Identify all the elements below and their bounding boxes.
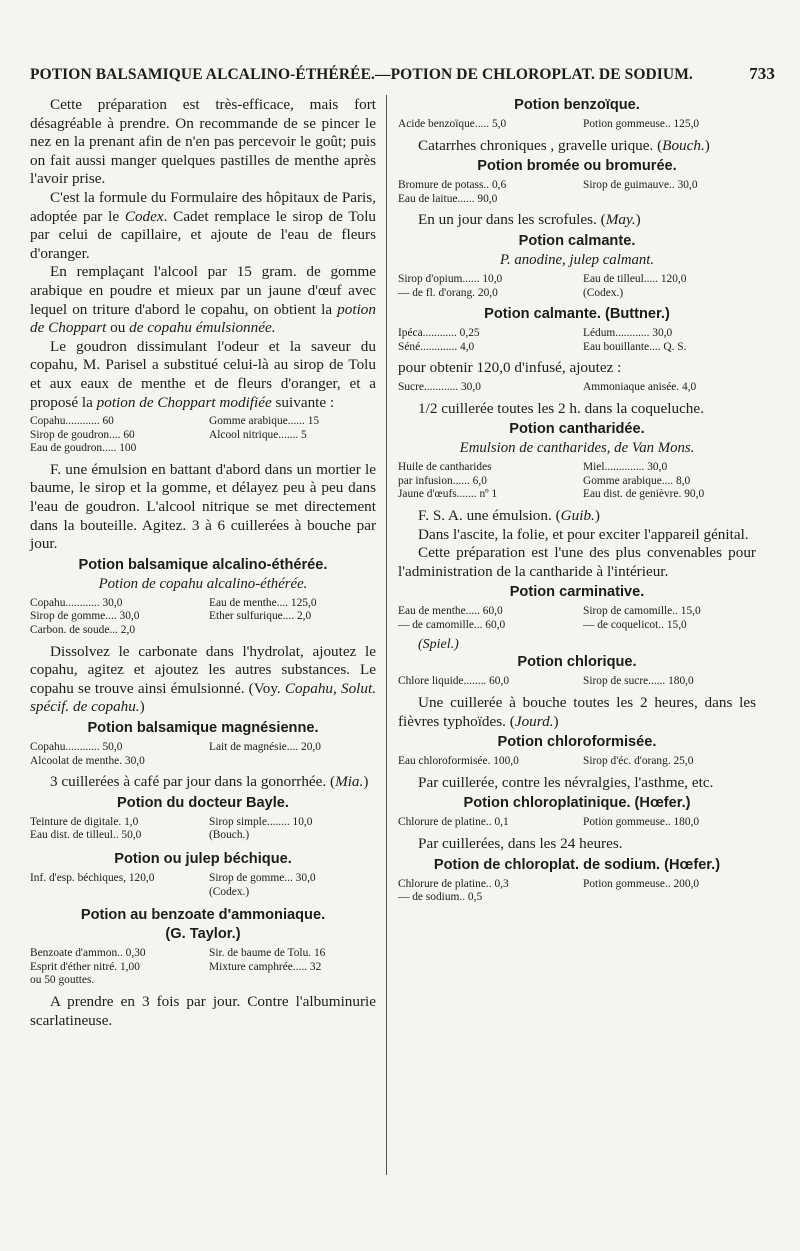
running-title: POTION BALSAMIQUE ALCALINO-ÉTHÉRÉE.—POTION DE CHLOROPLAT. DE SODIUM. (30, 66, 693, 83)
paragraph: Dissolvez le carbonate dans l'hydrolat, ajoutez le copahu, agitez et ajoutez les autres substances. Le copahu se trouve ainsi émulsionné. (Voy. Copahu, Solut. spécif. de copahu.) (30, 642, 376, 716)
ingredient-right: Sirop de sucre...... 180,0 (583, 675, 694, 688)
ingredient-left: Ipéca............ 0,25 (398, 327, 480, 340)
recipe-row (30, 974, 376, 988)
recipe-row (398, 605, 756, 619)
recipe-row (398, 273, 756, 287)
ingredient-left: Séné............. 4,0 (398, 340, 475, 353)
paragraph: En remplaçant l'alcool par 15 gram. de gomme arabique en poudre et mieux par un jaune d'œuf avec lequel on triture d'abord le copahu, on obtient la potion de Choppart ou de copahu émulsionnée. (30, 263, 376, 337)
recipe-subtitle: Potion de copahu alcalino-éthérée. (98, 575, 308, 592)
ingredient-left: ou 50 gouttes. (30, 974, 95, 987)
recipe-table (398, 816, 756, 830)
right-column (398, 96, 756, 910)
ingredient-left: Sucre............ 30,0 (398, 380, 481, 393)
paragraph: C'est la formule du Formulaire des hôpitaux de Paris, adoptée par le Codex. Cadet remplace le sirop de Tolu par celui de capillaire, et ajoute de l'eau de fleurs d'oranger. (30, 188, 377, 262)
ingredient-left: Jaune d'œufs....... nº 1 (398, 488, 498, 501)
paragraph: F. une émulsion en battant d'abord dans un mortier le baume, le sirop et la gomme, et délayez peu à peu dans l'eau de goudron. L'alcool nitrique se met directement dans la bouteille. Agitez. 3 à 6 cuillerées à bouche par jour. (30, 460, 376, 553)
ingredient-right: — de coquelicot.. 15,0 (583, 618, 687, 631)
recipe-row (398, 475, 756, 489)
ingredient-right: Eau de tilleul..... 120,0 (583, 272, 687, 285)
recipe-table (398, 381, 756, 395)
ingredient-right (577, 193, 756, 207)
ingredient-right: Potion gommeuse.. 200,0 (583, 877, 700, 890)
paragraph: Catarrhes chroniques , gravelle urique. (Bouch.) (418, 136, 710, 154)
recipe-table (398, 327, 756, 354)
recipe-table (30, 597, 376, 638)
ingredient-left: Huile de cantharides (398, 461, 492, 474)
paragraph: Cette préparation est très-efficace, mais fort désagréable à prendre. On recommande de se pincer le nez en la prenant afin de n'en pas percevoir le goût; puis on fait aussi manger quelques pastilles de menthe après l'avoir prise. (30, 96, 376, 188)
ingredient-left: Sirop d'opium...... 10,0 (398, 272, 503, 285)
recipe-row (398, 341, 756, 355)
recipe-row (398, 891, 756, 905)
recipe-heading: Potion au benzoate d'ammoniaque. (80, 907, 326, 924)
recipe-table (30, 816, 376, 843)
recipe-heading: Potion calmante. (518, 232, 636, 249)
paragraph: Le goudron dissimulant l'odeur et la saveur du copahu, M. Parisel a substitué celui-là au sirop de Tolu et aux eaux de menthe et de fleurs d'oranger, et a proposé la potion de Choppart modifiée suivante : (30, 337, 376, 411)
ingredient-left: Acide benzoïque..... 5,0 (398, 118, 507, 130)
ingredient-left: Chlorure de platine.. 0,1 (398, 816, 509, 829)
recipe-row (30, 429, 376, 443)
paragraph: Une cuillerée à bouche toutes les 2 heures, dans les fièvres typhoïdes. (Jourd.) (398, 694, 756, 730)
column-divider (386, 95, 387, 1175)
recipe-row (30, 741, 376, 755)
recipe-row (30, 415, 376, 429)
recipe-row (398, 461, 756, 475)
recipe-table (398, 675, 756, 689)
ingredient-right: Sirop de guimauve.. 30,0 (583, 179, 698, 192)
paragraph: F. S. A. une émulsion. (Guib.) (418, 506, 600, 524)
ingredient-right: Sirop de camomille.. 15,0 (583, 605, 701, 618)
recipe-table (30, 741, 376, 768)
ingredient-left: Eau de goudron..... 100 (30, 442, 137, 455)
paragraph: Par cuillerée, contre les névralgies, l'asthme, etc. (418, 773, 714, 791)
recipe-table (30, 947, 376, 988)
recipe-heading: Potion chloroplatinique. (Hœfer.) (463, 795, 691, 812)
recipe-row (398, 755, 756, 769)
ingredient-right: Eau de menthe.... 125,0 (209, 596, 317, 609)
recipe-row (398, 816, 756, 830)
ingredient-right: (Codex.) (209, 885, 250, 898)
recipe-row (30, 947, 376, 961)
ingredient-left: — de camomille... 60,0 (398, 618, 506, 631)
paragraph: 3 cuillerées à café par jour dans la gonorrhée. (Mia.) (50, 773, 369, 791)
recipe-attribution: (Spiel.) (418, 637, 459, 653)
ingredient-right: Mixture camphrée..... 32 (209, 960, 322, 973)
ingredient-right (203, 624, 376, 638)
ingredient-left: Bromure de potass.. 0,6 (398, 179, 507, 192)
ingredient-left: Eau de laitue...... 90,0 (398, 192, 498, 205)
ingredient-right: Sirop simple........ 10,0 (209, 815, 313, 828)
ingredient-left (30, 886, 203, 900)
ingredient-left: Alcoolat de menthe. 30,0 (30, 754, 145, 767)
recipe-table (398, 605, 756, 632)
ingredient-left: Copahu............ 60 (30, 415, 114, 428)
recipe-table (398, 273, 756, 300)
ingredient-right: Sirop d'éc. d'orang. 25,0 (583, 755, 694, 768)
ingredient-left: Copahu............ 30,0 (30, 596, 123, 609)
ingredient-left: — de sodium.. 0,5 (398, 891, 483, 904)
ingredient-right: Eau dist. de genièvre. 90,0 (583, 488, 705, 501)
recipe-subtitle: Emulsion de cantharides, de Van Mons. (459, 440, 695, 457)
ingredient-right: Ether sulfurique.... 2,0 (209, 610, 312, 623)
ingredient-left: Inf. d'esp. béchiques, 120,0 (30, 871, 155, 884)
recipe-row (398, 878, 756, 892)
ingredient-right: Potion gommeuse.. 180,0 (583, 816, 700, 829)
recipe-table (398, 878, 756, 905)
ingredient-right: Miel.............. 30,0 (583, 461, 668, 474)
ingredient-right: Eau bouillante.... Q. S. (583, 340, 687, 353)
recipe-row (398, 488, 756, 502)
recipe-row (30, 961, 376, 975)
recipe-heading: Potion de chloroplat. de sodium. (Hœfer.) (433, 856, 721, 873)
recipe-heading: Potion ou julep béchique. (114, 850, 292, 867)
recipe-row (398, 619, 756, 633)
ingredient-left: Sirop de goudron.... 60 (30, 428, 135, 441)
recipe-heading: Potion calmante. (Buttner.) (484, 306, 670, 323)
ingredient-right: Alcool nitrique....... 5 (209, 428, 307, 441)
recipe-table (398, 179, 756, 206)
recipe-row (398, 179, 756, 193)
ingredient-left: Eau chloroformisée. 100,0 (398, 755, 519, 768)
recipe-heading: Potion balsamique magnésienne. (87, 720, 319, 736)
recipe-heading: Potion chlorique. (517, 654, 637, 671)
recipe-row (30, 816, 376, 830)
ingredient-right: Potion gommeuse.. 125,0 (583, 118, 700, 130)
recipe-heading: Potion cantharidée. (509, 421, 645, 438)
recipe-table (398, 461, 756, 502)
paragraph: A prendre en 3 fois par jour. Contre l'albuminurie scarlatineuse. (30, 992, 376, 1029)
ingredient-left: Teinture de digitale. 1,0 (30, 815, 139, 828)
ingredient-left: Carbon. de soude... 2,0 (30, 624, 136, 637)
ingredient-right: Gomme arabique.... 8,0 (583, 474, 691, 487)
ingredient-right: Ammoniaque anisée. 4,0 (583, 380, 697, 393)
paragraph: pour obtenir 120,0 d'infusé, ajoutez : (398, 359, 622, 377)
recipe-table (30, 872, 376, 899)
recipe-row (30, 755, 376, 769)
recipe-row (30, 610, 376, 624)
ingredient-left: Esprit d'éther nitré. 1,00 (30, 960, 140, 973)
recipe-table (398, 118, 756, 132)
ingredient-right: Sirop de gomme... 30,0 (209, 871, 316, 884)
recipe-row (398, 381, 756, 395)
recipe-row (30, 442, 376, 456)
ingredient-left: Eau de menthe..... 60,0 (398, 605, 503, 618)
paragraph: Cette préparation est l'une des plus convenables pour l'administration de la cantharide à l'intérieur. (398, 544, 756, 580)
ingredient-right (203, 974, 376, 988)
left-column (30, 96, 376, 1030)
recipe-author: (G. Taylor.) (165, 926, 241, 943)
paragraph: Par cuillerées, dans les 24 heures. (418, 835, 623, 853)
recipe-table (30, 415, 376, 456)
recipe-row (30, 624, 376, 638)
recipe-heading: Potion bromée ou bromurée. (477, 158, 677, 175)
recipe-heading: Potion balsamique alcalino-éthérée. (78, 556, 328, 573)
ingredient-left: par infusion...... 6,0 (398, 474, 487, 487)
ingredient-left: Chlorure de platine.. 0,3 (398, 877, 509, 890)
ingredient-left: — de fl. d'orang. 20,0 (398, 286, 498, 299)
ingredient-right: Lait de magnésie.... 20,0 (209, 741, 321, 753)
ingredient-left: Benzoate d'ammon.. 0,30 (30, 947, 146, 960)
recipe-heading: Potion chloroformisée. (497, 734, 657, 751)
paragraph: En un jour dans les scrofules. (May.) (418, 211, 641, 229)
ingredient-left: Sirop de gomme.... 30,0 (30, 610, 140, 623)
ingredient-right: Lédum............ 30,0 (583, 327, 673, 340)
recipe-subtitle: P. anodine, julep calmant. (499, 251, 655, 268)
recipe-row (398, 193, 756, 207)
ingredient-right: (Bouch.) (209, 829, 250, 842)
ingredient-right: Gomme arabique...... 15 (209, 415, 320, 428)
recipe-row (398, 118, 756, 132)
recipe-row (398, 675, 756, 689)
page-number: 733 (749, 64, 775, 83)
recipe-row (30, 872, 376, 886)
recipe-heading: Potion benzoïque. (514, 97, 640, 113)
recipe-row (30, 597, 376, 611)
ingredient-left: Eau dist. de tilleul.. 50,0 (30, 829, 142, 842)
recipe-row (30, 829, 376, 843)
ingredient-left: Chlore liquide........ 60,0 (398, 675, 510, 688)
paragraph: 1/2 cuillerée toutes les 2 h. dans la coqueluche. (418, 399, 704, 417)
ingredient-right (203, 442, 376, 456)
ingredient-right: Sir. de baume de Tolu. 16 (209, 947, 326, 960)
recipe-heading: Potion du docteur Bayle. (117, 794, 289, 811)
recipe-row (398, 327, 756, 341)
ingredient-left: Copahu............ 50,0 (30, 741, 123, 753)
recipe-table (398, 755, 756, 769)
recipe-row (398, 287, 756, 301)
ingredient-right (577, 891, 756, 905)
recipe-row (30, 886, 376, 900)
running-header (30, 64, 775, 84)
ingredient-right: (Codex.) (583, 286, 624, 299)
ingredient-right (203, 755, 376, 769)
paragraph: Dans l'ascite, la folie, et pour exciter l'appareil génital. (418, 525, 749, 543)
recipe-heading: Potion carminative. (509, 584, 645, 601)
